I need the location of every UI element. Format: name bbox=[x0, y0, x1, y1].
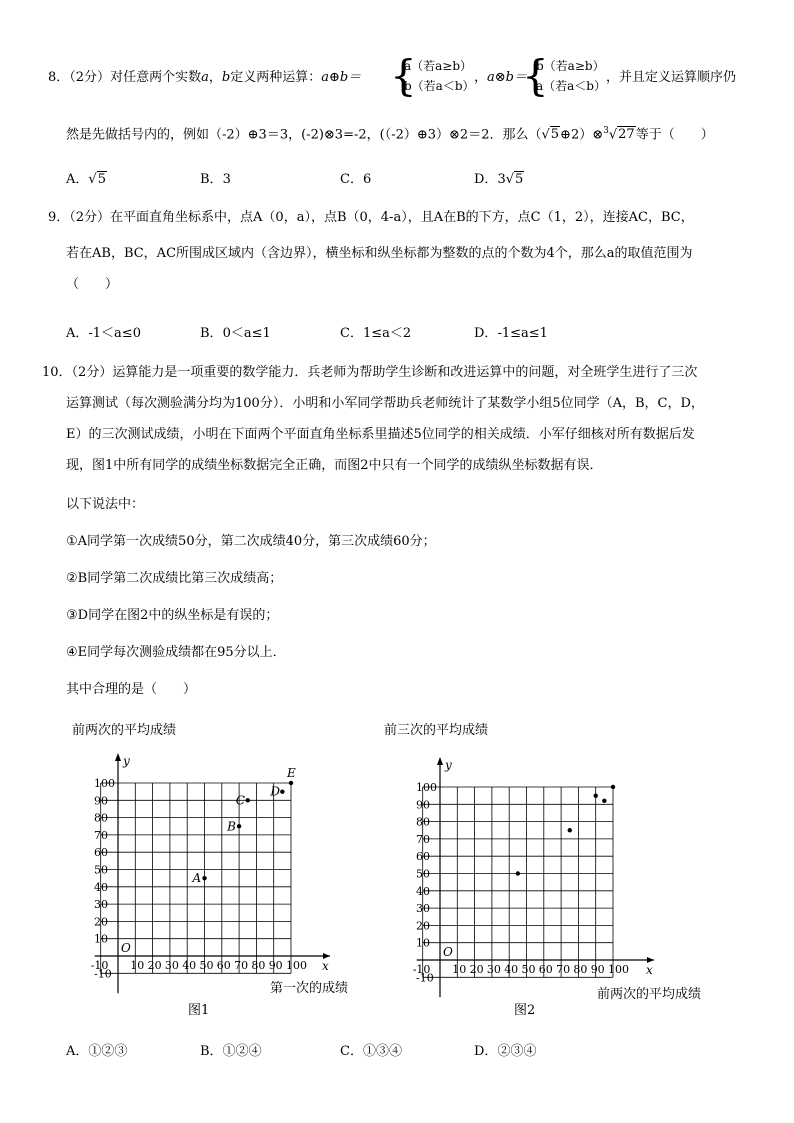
y-tick-label: 50 bbox=[94, 863, 108, 877]
x-tick-label: 50 bbox=[521, 963, 536, 976]
data-point bbox=[611, 785, 615, 789]
data-point bbox=[202, 876, 206, 880]
option-label: D． bbox=[474, 172, 498, 187]
x-tick-label: 10 bbox=[452, 963, 467, 976]
option-text: 6 bbox=[362, 172, 372, 187]
x-tick-label: 70 bbox=[234, 959, 249, 972]
x-tick-label: 80 bbox=[573, 963, 588, 976]
q9-option-a[interactable] bbox=[66, 322, 141, 341]
var-a: a bbox=[201, 70, 209, 85]
x-tick-label: -10 bbox=[90, 959, 109, 972]
option-label: A． bbox=[66, 326, 89, 341]
y-axis-letter: y bbox=[445, 758, 452, 772]
q9-line1: 9．（2分）在平面直角坐标系中，点A（0，a），点B（0，4-a），且A在B的下方，点C（1，2），连接AC，BC， bbox=[48, 210, 694, 225]
data-point-label: B bbox=[227, 819, 236, 834]
statement-1: ①A同学第一次成绩50分，第二次成绩40分，第三次成绩60分； bbox=[66, 534, 436, 549]
option-label: B． bbox=[200, 172, 223, 187]
y-tick-label: 60 bbox=[94, 846, 108, 860]
q8-stem-c: ，并且定义运算顺序仍 bbox=[606, 70, 737, 85]
q10-line2: 运算测试（每次测验满分均为100分）．小明和小军同学帮助兵老师统计了某数学小组5位同学（A，B，C，D， bbox=[66, 396, 704, 411]
q8-stem: 对任意两个实数 bbox=[110, 70, 202, 85]
data-point-label: A bbox=[192, 871, 202, 886]
option-text: 3 bbox=[497, 172, 506, 187]
y-tick-label: 70 bbox=[416, 832, 430, 846]
y-tick-label: -10 bbox=[94, 967, 112, 981]
cases-1 bbox=[404, 56, 475, 96]
x-tick-label: 100 bbox=[608, 963, 629, 976]
y-tick-label: 10 bbox=[94, 932, 108, 946]
y-tick-label: 20 bbox=[416, 919, 430, 933]
chart-title: 前两次的平均成绩 bbox=[72, 723, 177, 738]
option-label: C． bbox=[340, 1044, 363, 1059]
option-label: D． bbox=[474, 1044, 498, 1059]
option-label: C． bbox=[340, 326, 363, 341]
q8-option-b[interactable] bbox=[200, 168, 231, 187]
option-text: -1＜a≤0 bbox=[88, 326, 141, 341]
y-tick-label: 100 bbox=[94, 777, 115, 790]
x-tick-label: 10 bbox=[130, 959, 145, 972]
q8-option-c[interactable] bbox=[340, 168, 371, 187]
data-point bbox=[237, 824, 241, 828]
q8-line2 bbox=[66, 121, 714, 145]
y-tick-label: 20 bbox=[94, 915, 108, 929]
q9-option-c[interactable] bbox=[340, 322, 411, 341]
y-tick-label: 80 bbox=[94, 811, 108, 825]
q10-line3: E）的三次测试成绩，小明在下面两个平面直角坐标系里描述5位同学的相关成绩．小军仔细核对所有数据后发 bbox=[66, 427, 695, 442]
statement-3: ③D同学在图2中的纵坐标是有误的； bbox=[66, 608, 279, 623]
x-tick-label: 90 bbox=[590, 963, 605, 976]
q10-option-d[interactable] bbox=[474, 1040, 536, 1059]
q9-option-b[interactable] bbox=[200, 322, 271, 341]
x-tick-label: 60 bbox=[216, 959, 231, 972]
y-tick-label: 10 bbox=[416, 936, 430, 950]
cbrt-index: 3 bbox=[603, 126, 609, 136]
case2-lt: a（若a＜b） bbox=[536, 79, 606, 93]
y-tick-label: 30 bbox=[416, 902, 430, 916]
x-tick-label: 80 bbox=[251, 959, 266, 972]
sqrt-symbol: √ bbox=[541, 127, 550, 143]
cases-2 bbox=[536, 56, 606, 96]
option-radicand: 5 bbox=[515, 172, 524, 187]
q8-score: （2分） bbox=[69, 70, 111, 85]
y-axis-arrow bbox=[437, 757, 443, 765]
sep: ， bbox=[208, 70, 222, 85]
chart-title: 前三次的平均成绩 bbox=[384, 723, 489, 738]
y-tick-label: 30 bbox=[94, 898, 108, 912]
figure-1-chart bbox=[50, 712, 370, 1027]
data-point bbox=[568, 828, 572, 832]
data-point-label: C bbox=[235, 793, 245, 808]
option-radicand: 5 bbox=[97, 172, 106, 187]
option-text: 1≤a＜2 bbox=[362, 326, 412, 341]
x-tick-label: 100 bbox=[286, 959, 307, 972]
figure-1 bbox=[50, 712, 370, 1027]
q9-line3: （ ） bbox=[66, 277, 119, 292]
x-tick-label: 70 bbox=[556, 963, 571, 976]
op1-lhs: a⊕b＝ bbox=[321, 70, 362, 85]
option-text: 3 bbox=[222, 172, 231, 187]
q8-line2-c: 等于（ ） bbox=[635, 127, 714, 143]
q8-stem-b: 定义两种运算： bbox=[230, 70, 322, 85]
x-tick-label: 20 bbox=[469, 963, 484, 976]
x-tick-label: 20 bbox=[147, 959, 162, 972]
data-point bbox=[594, 793, 598, 797]
q8-line1 bbox=[48, 68, 361, 88]
q10-option-b[interactable] bbox=[200, 1040, 262, 1059]
x-tick-label: 40 bbox=[504, 963, 519, 976]
y-tick-label: 90 bbox=[416, 798, 430, 812]
option-text: ①②③ bbox=[88, 1044, 128, 1059]
option-label: C． bbox=[340, 172, 363, 187]
data-point bbox=[246, 798, 250, 802]
q9-option-d[interactable] bbox=[474, 322, 548, 341]
y-tick-label: 40 bbox=[94, 880, 108, 894]
x-axis-label: 第一次的成绩 bbox=[270, 981, 349, 996]
sqrt-symbol: √ bbox=[88, 172, 97, 187]
y-tick-label: 80 bbox=[416, 815, 430, 829]
y-tick-label: 90 bbox=[94, 794, 108, 808]
x-axis-letter: x bbox=[646, 963, 653, 977]
case-lt: b（若a＜b） bbox=[404, 79, 475, 93]
data-point-label: E bbox=[287, 766, 296, 780]
brace-1: { bbox=[390, 51, 417, 100]
cbrt-radicand: 27 bbox=[618, 127, 635, 143]
option-text: ②③④ bbox=[497, 1044, 537, 1059]
data-point bbox=[280, 789, 284, 793]
sqrt-radicand: 5 bbox=[550, 127, 560, 143]
y-tick-label: 40 bbox=[416, 884, 430, 898]
comma: ， bbox=[474, 70, 488, 85]
q9-line2: 若在AB，BC，AC所围成区域内（含边界），横坐标和纵坐标都为整数的点的个数为4个，那么a的取值范围为 bbox=[66, 246, 693, 261]
case-ge: a（若a≥b） bbox=[404, 59, 473, 73]
option-label: B． bbox=[200, 326, 223, 341]
origin-label: O bbox=[443, 945, 453, 959]
y-tick-label: 70 bbox=[94, 828, 108, 842]
x-tick-label: 90 bbox=[268, 959, 283, 972]
q10-ask: 其中合理的是（ ） bbox=[66, 682, 197, 697]
x-tick-label: -10 bbox=[412, 963, 431, 976]
q8-line2-a: 然是先做括号内的，例如（-2）⊕3＝3，(-2)⊗3=-2，(（-2）⊕3）⊗2＝2．那么（ bbox=[66, 127, 542, 143]
option-text: ①②④ bbox=[222, 1044, 262, 1059]
x-tick-label: 60 bbox=[538, 963, 553, 976]
y-tick-label: 100 bbox=[416, 781, 437, 794]
option-text: ①③④ bbox=[362, 1044, 402, 1059]
q10-line1: 10．（2分）运算能力是一项重要的数学能力．兵老师为帮助学生诊断和改进运算中的问题，对全班学生进行了三次 bbox=[42, 365, 698, 380]
q10-line4: 现，图1中所有同学的成绩坐标数据完全正确，而图2中只有一个同学的成绩纵坐标数据有误． bbox=[66, 458, 603, 473]
q8-option-d[interactable] bbox=[474, 168, 524, 187]
q8-option-a[interactable] bbox=[66, 168, 107, 187]
x-axis-label: 前两次的平均成绩 bbox=[597, 987, 702, 1002]
figure-caption: 图1 bbox=[188, 1003, 210, 1018]
y-axis-arrow bbox=[115, 753, 121, 761]
figure-caption: 图2 bbox=[514, 1003, 536, 1018]
var-b: b bbox=[221, 70, 231, 85]
statement-4: ④E同学每次测验成绩都在95分以上． bbox=[66, 645, 286, 660]
x-tick-label: 50 bbox=[199, 959, 214, 972]
data-point bbox=[289, 781, 293, 785]
option-label: B． bbox=[200, 1044, 223, 1059]
option-label: A． bbox=[66, 172, 89, 187]
y-tick-label: -10 bbox=[416, 971, 434, 985]
data-point bbox=[602, 799, 606, 803]
y-tick-label: 50 bbox=[416, 867, 430, 881]
option-label: A． bbox=[66, 1044, 89, 1059]
y-axis-letter: y bbox=[123, 754, 130, 768]
x-axis-letter: x bbox=[322, 959, 329, 973]
data-point bbox=[516, 871, 520, 875]
figure-2-chart bbox=[372, 712, 732, 1027]
x-tick-label: 40 bbox=[182, 959, 197, 972]
q10-intro: 以下说法中： bbox=[66, 497, 145, 512]
cbrt-symbol: √ bbox=[608, 127, 618, 143]
sqrt-symbol: √ bbox=[505, 172, 515, 187]
data-point-label: D bbox=[270, 784, 280, 799]
origin-label: O bbox=[121, 941, 131, 955]
q10-option-c[interactable] bbox=[340, 1040, 402, 1059]
brace-2: { bbox=[522, 51, 549, 100]
q8-line1b bbox=[474, 68, 527, 88]
option-text: 0＜a≤1 bbox=[222, 326, 271, 341]
statement-2: ②B同学第二次成绩比第三次成绩高； bbox=[66, 571, 283, 586]
op2-lhs: a⊗b＝ bbox=[487, 70, 527, 85]
q8-number: 8． bbox=[48, 70, 70, 85]
q8-line2-b: ⊕2）⊗ bbox=[560, 127, 604, 143]
case2-ge: b（若a≥b） bbox=[536, 59, 605, 73]
figure-2 bbox=[372, 712, 732, 1027]
option-text: -1≤a≤1 bbox=[497, 326, 548, 341]
y-tick-label: 60 bbox=[416, 850, 430, 864]
x-tick-label: 30 bbox=[164, 959, 179, 972]
q10-option-a[interactable] bbox=[66, 1040, 127, 1059]
x-tick-label: 30 bbox=[486, 963, 501, 976]
option-label: D． bbox=[474, 326, 498, 341]
